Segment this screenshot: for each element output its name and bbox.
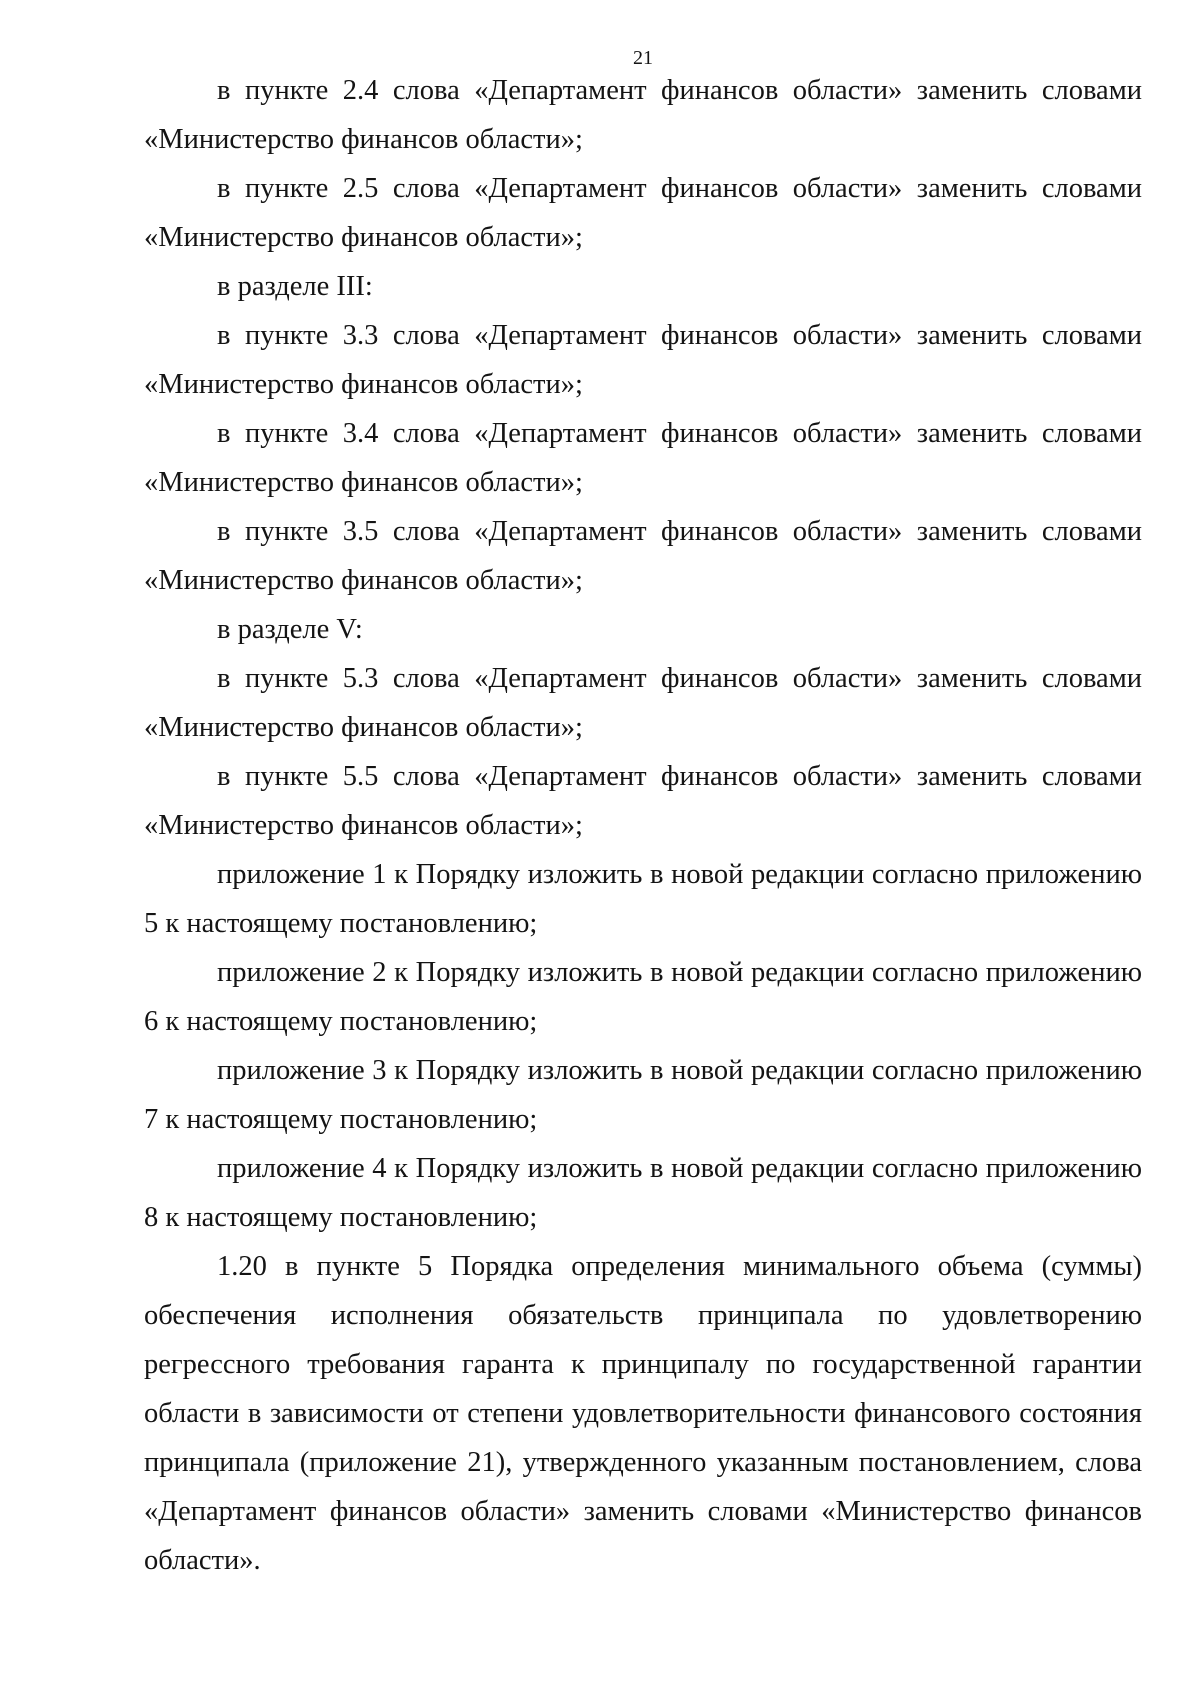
paragraph-2-4: в пункте 2.4 слова «Департамент финансов области» заменить словами «Министерство финансов области»; — [144, 75, 1142, 155]
document-body — [144, 66, 1142, 1585]
paragraph-3-4: в пункте 3.4 слова «Департамент финансов области» заменить словами «Министерство финансов области»; — [144, 418, 1142, 498]
page-number: 21 — [633, 47, 653, 69]
paragraph-5-5: в пункте 5.5 слова «Департамент финансов области» заменить словами «Министерство финансов области»; — [144, 761, 1142, 841]
paragraph-3-5: в пункте 3.5 слова «Департамент финансов области» заменить словами «Министерство финансов области»; — [144, 516, 1142, 596]
paragraph-appendix-2: приложение 2 к Порядку изложить в новой редакции согласно приложению 6 к настоящему постановлению; — [144, 957, 1142, 1037]
paragraph-section-iii: в разделе III: — [217, 271, 373, 302]
paragraph-appendix-3: приложение 3 к Порядку изложить в новой редакции согласно приложению 7 к настоящему постановлению; — [144, 1055, 1142, 1135]
paragraph-section-v: в разделе V: — [217, 614, 363, 645]
paragraph-5-3: в пункте 5.3 слова «Департамент финансов области» заменить словами «Министерство финансов области»; — [144, 663, 1142, 743]
paragraph-appendix-4: приложение 4 к Порядку изложить в новой редакции согласно приложению 8 к настоящему постановлению; — [144, 1153, 1142, 1233]
paragraph-1-20: 1.20 в пункте 5 Порядка определения минимального объема (суммы) обеспечения исполнения обязательств принципала по удовлетворению регрессного требования гаранта к принципалу по государственной гарантии области в зависимости от степени удовлетворительности финансового состояния принципала (приложение 21), утвержденного указанным постановлением, слова «Департамент финансов области» заменить словами «Министерство финансов области». — [144, 1251, 1142, 1576]
paragraph-3-3: в пункте 3.3 слова «Департамент финансов области» заменить словами «Министерство финансов области»; — [144, 320, 1142, 400]
paragraph-2-5: в пункте 2.5 слова «Департамент финансов области» заменить словами «Министерство финансов области»; — [144, 173, 1142, 253]
paragraph-appendix-1: приложение 1 к Порядку изложить в новой редакции согласно приложению 5 к настоящему постановлению; — [144, 859, 1142, 939]
